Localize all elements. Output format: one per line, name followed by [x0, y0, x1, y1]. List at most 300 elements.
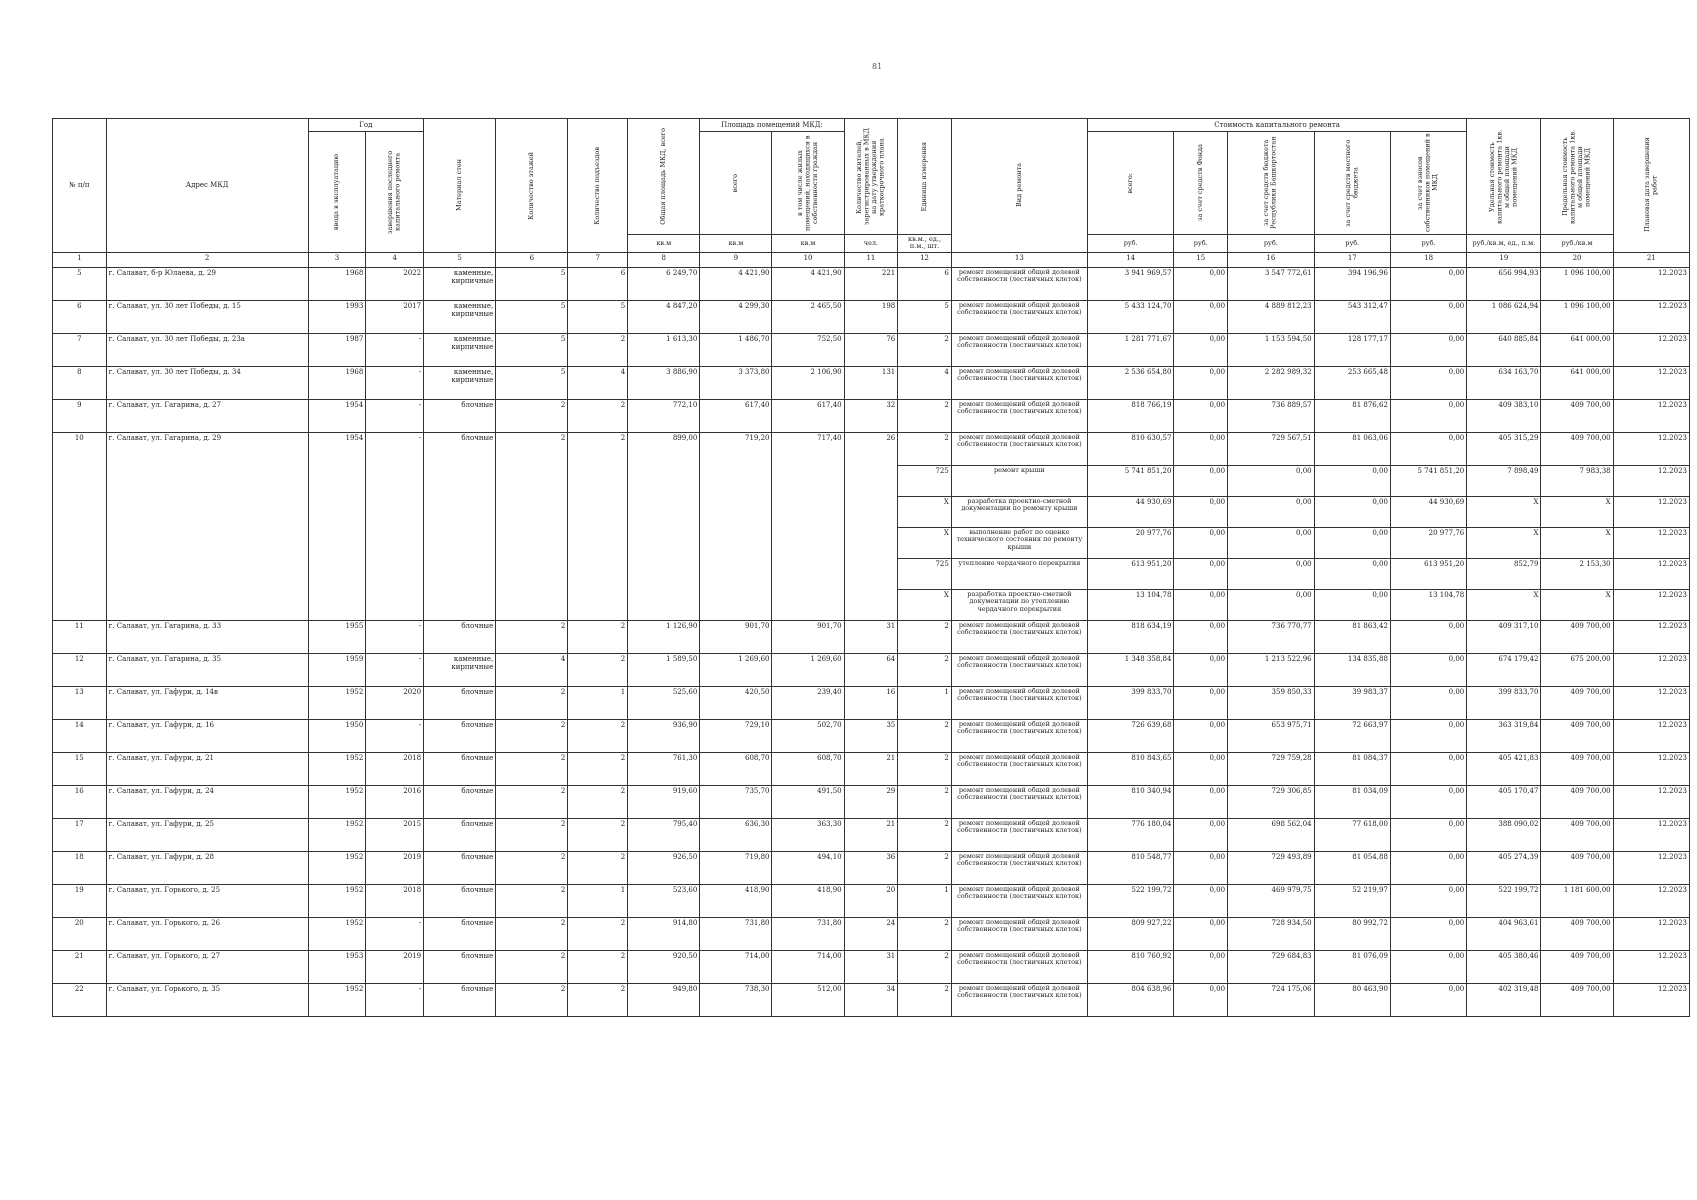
table-row: [53, 785, 1690, 818]
cell-work-type: утепление чердачного перекрытия: [951, 558, 1087, 589]
cell-quantity: 2: [898, 983, 952, 1016]
cell-area-all: 738,30: [700, 983, 772, 1016]
cell-entrances: 2: [568, 620, 628, 653]
unit-19: руб./кв.м, ед., п.м.: [1467, 235, 1541, 253]
cell-year-commission: 1955: [308, 620, 366, 653]
cell-address: г. Салават, ул. 30 лет Победы, д. 23а: [106, 333, 308, 366]
cell-cost-total: 810 760,92: [1087, 950, 1174, 983]
cell-cost-fund: 0,00: [1174, 884, 1228, 917]
cell-quantity: 2: [898, 620, 952, 653]
cell-cost-republic: 4 889 812,23: [1228, 300, 1315, 333]
cell-cost-fund: 0,00: [1174, 366, 1228, 399]
cell-max-cost: 409 700,00: [1541, 686, 1613, 719]
cell-plan-date: 12.2023: [1613, 465, 1689, 496]
cell-cost-owners: 0,00: [1390, 686, 1466, 719]
cell-residents: 20: [844, 884, 898, 917]
cell-unit-cost: 409 383,10: [1467, 399, 1541, 432]
cell-address: г. Салават, ул. Горького, д. 26: [106, 917, 308, 950]
cell-unit-cost: 409 317,10: [1467, 620, 1541, 653]
cell-cost-republic: 729 759,28: [1228, 752, 1315, 785]
cell-plan-date: 12.2023: [1613, 818, 1689, 851]
hdr-entrances: Количество подъездов: [593, 146, 602, 225]
hdr-area-owned: в том числе жилых помещений, находящихся в собственности граждан: [795, 135, 819, 231]
cell-cost-republic: 724 175,06: [1228, 983, 1315, 1016]
cell-area-all: 418,90: [700, 884, 772, 917]
cell-max-cost: 641 000,00: [1541, 366, 1613, 399]
unit-12: кв.м., ед., п.м., шт.: [898, 235, 952, 253]
cell-cost-local: 80 463,90: [1314, 983, 1390, 1016]
cell-quantity: 2: [898, 333, 952, 366]
cell-address: г. Салават, б-р Юлаева, д. 29: [106, 267, 308, 300]
table-row: [53, 432, 1690, 465]
cell-cost-local: 134 835,88: [1314, 653, 1390, 686]
cell-cost-owners: 0,00: [1390, 300, 1466, 333]
cell-work-type: ремонт помещений общей долевой собственности (лестничных клеток): [951, 300, 1087, 333]
repair-plan-table: [52, 118, 1690, 1017]
cell-max-cost: 409 700,00: [1541, 432, 1613, 465]
cell-quantity: 2: [898, 432, 952, 465]
column-number: 12: [898, 252, 952, 267]
cell-cost-total: 726 639,68: [1087, 719, 1174, 752]
column-number: 1: [53, 252, 107, 267]
cell-cost-republic: 359 850,33: [1228, 686, 1315, 719]
cell-work-type: ремонт помещений общей долевой собственности (лестничных клеток): [951, 917, 1087, 950]
cell-cost-local: 543 312,47: [1314, 300, 1390, 333]
table-row: [53, 884, 1690, 917]
cell-residents: 131: [844, 366, 898, 399]
cell-wall-material: блочные: [424, 620, 496, 653]
cell-cost-fund: 0,00: [1174, 752, 1228, 785]
cell-area-all: 4 421,90: [700, 267, 772, 300]
cell-plan-date: 12.2023: [1613, 983, 1689, 1016]
cell-quantity: 4: [898, 366, 952, 399]
cell-floors: 2: [496, 432, 568, 620]
cell-year-commission: 1968: [308, 267, 366, 300]
cell-wall-material: блочные: [424, 719, 496, 752]
cell-year-commission: 1952: [308, 686, 366, 719]
cell-cost-fund: 0,00: [1174, 686, 1228, 719]
cell-residents: 35: [844, 719, 898, 752]
cell-total-area: 920,50: [628, 950, 700, 983]
cell-residents: 31: [844, 620, 898, 653]
cell-cost-owners: 5 741 851,20: [1390, 465, 1466, 496]
cell-floors: 4: [496, 653, 568, 686]
cell-quantity: 2: [898, 653, 952, 686]
cell-quantity: 6: [898, 267, 952, 300]
cell-entrances: 1: [568, 884, 628, 917]
cell-max-cost: 409 700,00: [1541, 399, 1613, 432]
cell-year-commission: 1952: [308, 917, 366, 950]
cell-cost-fund: 0,00: [1174, 620, 1228, 653]
table-row: [53, 653, 1690, 686]
cell-cost-total: 810 843,65: [1087, 752, 1174, 785]
cell-address: г. Салават, ул. Гагарина, д. 29: [106, 432, 308, 620]
cell-no: 12: [53, 653, 107, 686]
cell-cost-fund: 0,00: [1174, 558, 1228, 589]
cell-cost-fund: 0,00: [1174, 719, 1228, 752]
hdr-no: № п/п: [53, 119, 107, 253]
cell-plan-date: 12.2023: [1613, 432, 1689, 465]
cell-cost-fund: 0,00: [1174, 496, 1228, 527]
cell-floors: 2: [496, 884, 568, 917]
cell-cost-owners: 0,00: [1390, 366, 1466, 399]
cell-cost-fund: 0,00: [1174, 333, 1228, 366]
hdr-floors: Количество этажей: [527, 151, 536, 220]
cell-max-cost: X: [1541, 589, 1613, 620]
cell-area-owned: 2 465,50: [772, 300, 844, 333]
cell-cost-owners: 0,00: [1390, 267, 1466, 300]
cell-total-area: 761,30: [628, 752, 700, 785]
cell-floors: 2: [496, 950, 568, 983]
cell-total-area: 525,60: [628, 686, 700, 719]
cell-cost-republic: 729 567,51: [1228, 432, 1315, 465]
cell-entrances: 2: [568, 785, 628, 818]
cell-quantity: 2: [898, 818, 952, 851]
cell-no: 9: [53, 399, 107, 432]
cell-cost-total: 5 433 124,70: [1087, 300, 1174, 333]
cell-year-commission: 1952: [308, 785, 366, 818]
cell-wall-material: блочные: [424, 950, 496, 983]
cell-address: г. Салават, ул. Горького, д. 25: [106, 884, 308, 917]
cell-total-area: 772,10: [628, 399, 700, 432]
cell-max-cost: 7 983,38: [1541, 465, 1613, 496]
cell-address: г. Салават, ул. Гафури, д. 16: [106, 719, 308, 752]
cell-unit-cost: 640 885,84: [1467, 333, 1541, 366]
hdr-unit-cost: Удельная стоимость капитального ремонта 1кв. м общей площади помещений МКД: [1487, 129, 1519, 224]
cell-year-commission: 1993: [308, 300, 366, 333]
table-row: [53, 333, 1690, 366]
cell-cost-republic: 729 306,85: [1228, 785, 1315, 818]
cell-cost-local: 81 084,37: [1314, 752, 1390, 785]
cell-work-type: ремонт помещений общей долевой собственности (лестничных клеток): [951, 851, 1087, 884]
cell-total-area: 795,40: [628, 818, 700, 851]
cell-plan-date: 12.2023: [1613, 399, 1689, 432]
cell-unit-cost: 363 319,84: [1467, 719, 1541, 752]
cell-year-commission: 1952: [308, 983, 366, 1016]
cell-no: 22: [53, 983, 107, 1016]
cell-floors: 2: [496, 752, 568, 785]
cell-floors: 2: [496, 818, 568, 851]
unit-15: руб.: [1174, 235, 1228, 253]
cell-area-all: 1 269,60: [700, 653, 772, 686]
cell-address: г. Салават, ул. Гагарина, д. 35: [106, 653, 308, 686]
cell-cost-fund: 0,00: [1174, 527, 1228, 558]
cell-cost-republic: 0,00: [1228, 465, 1315, 496]
cell-max-cost: X: [1541, 527, 1613, 558]
cell-max-cost: 2 153,30: [1541, 558, 1613, 589]
cell-wall-material: блочные: [424, 851, 496, 884]
cell-wall-material: блочные: [424, 818, 496, 851]
cell-area-all: 714,00: [700, 950, 772, 983]
hdr-total-area: Общая площадь МКД, всего: [659, 128, 668, 225]
cell-address: г. Салават, ул. Горького, д. 35: [106, 983, 308, 1016]
cell-area-owned: 1 269,60: [772, 653, 844, 686]
cell-cost-owners: 613 951,20: [1390, 558, 1466, 589]
hdr-wall-material: Материал стен: [454, 159, 463, 212]
cell-max-cost: 409 700,00: [1541, 620, 1613, 653]
cell-cost-local: 81 876,62: [1314, 399, 1390, 432]
cell-wall-material: блочные: [424, 752, 496, 785]
cell-max-cost: 409 700,00: [1541, 917, 1613, 950]
cell-unit-cost: 405 315,29: [1467, 432, 1541, 465]
cell-area-all: 735,70: [700, 785, 772, 818]
cell-total-area: 3 886,90: [628, 366, 700, 399]
hdr-cost-owners: за счет взносов собственников помещений в МКД: [1416, 133, 1440, 233]
cell-unit-cost: 399 833,70: [1467, 686, 1541, 719]
cell-no: 5: [53, 267, 107, 300]
column-number: 19: [1467, 252, 1541, 267]
cell-area-all: 3 373,80: [700, 366, 772, 399]
cell-wall-material: каменные, кирпичные: [424, 366, 496, 399]
cell-cost-total: 776 180,04: [1087, 818, 1174, 851]
cell-max-cost: X: [1541, 496, 1613, 527]
hdr-year-group: Год: [308, 119, 423, 132]
cell-cost-total: 44 930,69: [1087, 496, 1174, 527]
cell-plan-date: 12.2023: [1613, 653, 1689, 686]
cell-wall-material: блочные: [424, 432, 496, 620]
cell-work-type: ремонт помещений общей долевой собственности (лестничных клеток): [951, 653, 1087, 686]
cell-area-owned: 418,90: [772, 884, 844, 917]
cell-cost-fund: 0,00: [1174, 983, 1228, 1016]
cell-area-owned: 731,80: [772, 917, 844, 950]
cell-plan-date: 12.2023: [1613, 917, 1689, 950]
cell-quantity: X: [898, 527, 952, 558]
cell-cost-total: 818 634,19: [1087, 620, 1174, 653]
cell-entrances: 2: [568, 399, 628, 432]
cell-cost-republic: 736 770,77: [1228, 620, 1315, 653]
cell-cost-total: 522 199,72: [1087, 884, 1174, 917]
table-body: [53, 267, 1690, 1016]
cell-area-all: 719,80: [700, 851, 772, 884]
cell-plan-date: 12.2023: [1613, 620, 1689, 653]
cell-quantity: 1: [898, 884, 952, 917]
cell-work-type: ремонт помещений общей долевой собственности (лестничных клеток): [951, 884, 1087, 917]
cell-address: г. Салават, ул. Гагарина, д. 33: [106, 620, 308, 653]
cell-plan-date: 12.2023: [1613, 950, 1689, 983]
cell-year-last-repair: 2015: [366, 818, 424, 851]
cell-cost-total: 2 536 654,80: [1087, 366, 1174, 399]
cell-area-owned: 494,10: [772, 851, 844, 884]
cell-quantity: 2: [898, 851, 952, 884]
repair-plan-sheet: [52, 118, 1690, 1017]
cell-work-type: ремонт помещений общей долевой собственности (лестничных клеток): [951, 620, 1087, 653]
cell-cost-local: 0,00: [1314, 589, 1390, 620]
cell-year-commission: 1968: [308, 366, 366, 399]
cell-unit-cost: X: [1467, 589, 1541, 620]
cell-no: 17: [53, 818, 107, 851]
cell-quantity: 1: [898, 686, 952, 719]
cell-entrances: 2: [568, 432, 628, 620]
cell-total-area: 1 126,90: [628, 620, 700, 653]
cell-area-all: 1 486,70: [700, 333, 772, 366]
cell-cost-owners: 0,00: [1390, 983, 1466, 1016]
cell-cost-owners: 0,00: [1390, 333, 1466, 366]
cell-plan-date: 12.2023: [1613, 333, 1689, 366]
cell-max-cost: 1 181 600,00: [1541, 884, 1613, 917]
cell-no: 14: [53, 719, 107, 752]
cell-residents: 64: [844, 653, 898, 686]
cell-quantity: 5: [898, 300, 952, 333]
cell-floors: 2: [496, 917, 568, 950]
cell-total-area: 1 589,50: [628, 653, 700, 686]
cell-area-owned: 491,50: [772, 785, 844, 818]
cell-cost-republic: 469 979,75: [1228, 884, 1315, 917]
cell-residents: 31: [844, 950, 898, 983]
cell-area-all: 731,80: [700, 917, 772, 950]
cell-quantity: X: [898, 496, 952, 527]
cell-unit-cost: X: [1467, 527, 1541, 558]
cell-cost-republic: 1 153 594,50: [1228, 333, 1315, 366]
cell-floors: 2: [496, 983, 568, 1016]
column-number: 5: [424, 252, 496, 267]
cell-cost-local: 81 063,06: [1314, 432, 1390, 465]
cell-cost-owners: 0,00: [1390, 399, 1466, 432]
column-number: 11: [844, 252, 898, 267]
cell-cost-republic: 0,00: [1228, 527, 1315, 558]
cell-cost-owners: 0,00: [1390, 719, 1466, 752]
cell-cost-fund: 0,00: [1174, 432, 1228, 465]
cell-year-last-repair: 2018: [366, 884, 424, 917]
cell-work-type: ремонт помещений общей долевой собственности (лестничных клеток): [951, 267, 1087, 300]
cell-quantity: 725: [898, 465, 952, 496]
cell-cost-republic: 729 493,89: [1228, 851, 1315, 884]
table-row: [53, 851, 1690, 884]
cell-total-area: 926,50: [628, 851, 700, 884]
cell-wall-material: блочные: [424, 785, 496, 818]
cell-no: 21: [53, 950, 107, 983]
cell-max-cost: 409 700,00: [1541, 851, 1613, 884]
cell-area-owned: 239,40: [772, 686, 844, 719]
cell-cost-fund: 0,00: [1174, 267, 1228, 300]
cell-residents: 36: [844, 851, 898, 884]
cell-area-all: 617,40: [700, 399, 772, 432]
cell-floors: 2: [496, 686, 568, 719]
cell-wall-material: блочные: [424, 884, 496, 917]
cell-unit-cost: 404 963,61: [1467, 917, 1541, 950]
cell-wall-material: блочные: [424, 399, 496, 432]
cell-wall-material: каменные, кирпичные: [424, 653, 496, 686]
cell-plan-date: 12.2023: [1613, 719, 1689, 752]
cell-cost-owners: 0,00: [1390, 752, 1466, 785]
cell-entrances: 4: [568, 366, 628, 399]
hdr-cost-total: всего:: [1125, 172, 1134, 194]
column-number: 7: [568, 252, 628, 267]
cell-residents: 221: [844, 267, 898, 300]
cell-work-type: выполнение работ по оценке технического состояния по ремонту крыши: [951, 527, 1087, 558]
cell-area-owned: 714,00: [772, 950, 844, 983]
table-row: [53, 686, 1690, 719]
cell-cost-local: 72 663,97: [1314, 719, 1390, 752]
hdr-area-all: всего: [731, 173, 740, 193]
cell-cost-local: 81 076,09: [1314, 950, 1390, 983]
cell-wall-material: блочные: [424, 686, 496, 719]
cell-year-commission: 1953: [308, 950, 366, 983]
column-number: 17: [1314, 252, 1390, 267]
cell-cost-local: 128 177,17: [1314, 333, 1390, 366]
cell-residents: 24: [844, 917, 898, 950]
cell-cost-fund: 0,00: [1174, 785, 1228, 818]
cell-plan-date: 12.2023: [1613, 686, 1689, 719]
cell-year-commission: 1952: [308, 818, 366, 851]
table-row: [53, 620, 1690, 653]
table-row: [53, 399, 1690, 432]
cell-max-cost: 409 700,00: [1541, 785, 1613, 818]
cell-address: г. Салават, ул. 30 лет Победы, д. 34: [106, 366, 308, 399]
cell-entrances: 2: [568, 950, 628, 983]
cell-floors: 5: [496, 300, 568, 333]
cell-floors: 5: [496, 267, 568, 300]
cell-max-cost: 1 096 100,00: [1541, 300, 1613, 333]
cell-max-cost: 409 700,00: [1541, 818, 1613, 851]
cell-work-type: ремонт помещений общей долевой собственности (лестничных клеток): [951, 333, 1087, 366]
cell-total-area: 936,90: [628, 719, 700, 752]
cell-no: 8: [53, 366, 107, 399]
cell-area-all: 420,50: [700, 686, 772, 719]
cell-work-type: ремонт помещений общей долевой собственности (лестничных клеток): [951, 686, 1087, 719]
cell-year-commission: 1952: [308, 884, 366, 917]
cell-year-last-repair: 2019: [366, 851, 424, 884]
unit-14: руб.: [1087, 235, 1174, 253]
cell-cost-fund: 0,00: [1174, 851, 1228, 884]
cell-unit-cost: 7 898,49: [1467, 465, 1541, 496]
cell-cost-total: 810 548,77: [1087, 851, 1174, 884]
cell-floors: 2: [496, 785, 568, 818]
cell-plan-date: 12.2023: [1613, 496, 1689, 527]
cell-area-owned: 617,40: [772, 399, 844, 432]
cell-cost-total: 399 833,70: [1087, 686, 1174, 719]
cell-cost-fund: 0,00: [1174, 653, 1228, 686]
table-row: [53, 267, 1690, 300]
column-number: 6: [496, 252, 568, 267]
cell-cost-local: 394 196,96: [1314, 267, 1390, 300]
cell-floors: 2: [496, 851, 568, 884]
cell-unit-cost: 674 179,42: [1467, 653, 1541, 686]
cell-unit-cost: 388 090,02: [1467, 818, 1541, 851]
cell-wall-material: каменные, кирпичные: [424, 267, 496, 300]
cell-residents: 32: [844, 399, 898, 432]
cell-cost-fund: 0,00: [1174, 300, 1228, 333]
unit-11: чел.: [844, 235, 898, 253]
cell-no: 6: [53, 300, 107, 333]
cell-year-last-repair: 2016: [366, 785, 424, 818]
hdr-cost-fund: за счет средств Фонда: [1196, 144, 1205, 222]
cell-entrances: 5: [568, 300, 628, 333]
cell-cost-owners: 0,00: [1390, 851, 1466, 884]
cell-total-area: 919,60: [628, 785, 700, 818]
unit-16: руб.: [1228, 235, 1315, 253]
cell-cost-total: 13 104,78: [1087, 589, 1174, 620]
cell-cost-total: 613 951,20: [1087, 558, 1174, 589]
cell-plan-date: 12.2023: [1613, 589, 1689, 620]
cell-plan-date: 12.2023: [1613, 558, 1689, 589]
cell-floors: 5: [496, 333, 568, 366]
cell-year-commission: 1950: [308, 719, 366, 752]
cell-floors: 2: [496, 719, 568, 752]
cell-entrances: 2: [568, 818, 628, 851]
cell-cost-owners: 0,00: [1390, 620, 1466, 653]
cell-cost-total: 20 977,76: [1087, 527, 1174, 558]
cell-cost-owners: 0,00: [1390, 884, 1466, 917]
cell-area-all: 729,10: [700, 719, 772, 752]
cell-cost-fund: 0,00: [1174, 589, 1228, 620]
column-number: 10: [772, 252, 844, 267]
cell-wall-material: блочные: [424, 983, 496, 1016]
cell-residents: 21: [844, 752, 898, 785]
cell-entrances: 1: [568, 686, 628, 719]
cell-floors: 2: [496, 399, 568, 432]
cell-cost-republic: 653 975,71: [1228, 719, 1315, 752]
cell-no: 11: [53, 620, 107, 653]
